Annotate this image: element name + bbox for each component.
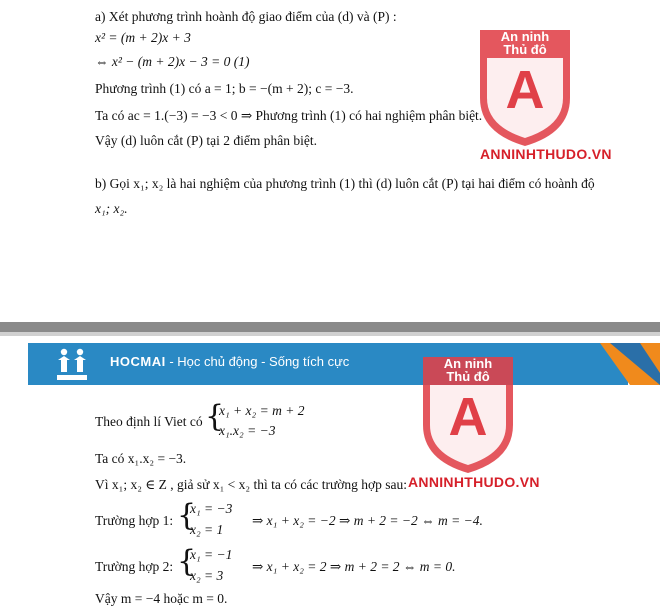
case-1-x1: x₁ = −3 xyxy=(190,501,233,516)
coefficients-line: Phương trình (1) có a = 1; b = −(m + 2); c = −3. xyxy=(95,81,354,96)
watermark-url-bottom: ANNINHTHUDO.VN xyxy=(408,474,540,490)
watermark-url-top: ANNINHTHUDO.VN xyxy=(480,146,612,162)
integer-assumption: Vì x₁; x₂ ∈ Z , giả sử x₁ < x₂ thì ta có các trường hợp sau: xyxy=(95,477,408,492)
banner-slogan: - Học chủ động - Sống tích cực xyxy=(165,354,350,369)
case-1-x2: x₂ = 1 xyxy=(190,522,224,537)
watermark-title xyxy=(485,30,565,56)
page-separator xyxy=(0,322,660,332)
watermark-title-bottom: Thủ đô xyxy=(503,42,547,57)
watermark-title-bottom-2: Thủ đô xyxy=(446,369,490,384)
watermark-letter: A xyxy=(505,60,545,120)
discriminant-line: Ta có ac = 1.(−3) = −3 < 0 ⇒ Phương trình (1) có hai nghiệm phân biệt. xyxy=(95,108,483,123)
case-1-result: ⇒ x₁ + x₂ = −2 ⇒ m + 2 = −2 ⇔ m = −4. xyxy=(252,513,483,528)
case-2-x2: x₂ = 3 xyxy=(190,568,224,583)
watermark-title-top-2: An ninh xyxy=(443,356,493,371)
case-2-brace: { xyxy=(177,544,197,579)
viet-product: x₁.x₂ = −3 xyxy=(219,423,276,438)
viet-sum: x₁ + x₂ = m + 2 xyxy=(219,403,305,418)
part-b-line-1: b) Gọi x₁; x₂ là hai nghiệm của phương trình (1) thì (d) luôn cắt (P) tại hai điểm có hoành độ xyxy=(95,176,595,191)
part-b-line-2: x₁; x₂. xyxy=(95,201,128,216)
banner-brand: HOCMAI xyxy=(110,354,166,369)
hocmai-logo-icon xyxy=(55,346,89,382)
case-2-result: ⇒ x₁ + x₂ = 2 ⇒ m + 2 = 2 ⇔ m = 0. xyxy=(252,559,456,574)
equation-1: x² = (m + 2)x + 3 xyxy=(95,30,191,45)
banner-corner xyxy=(600,343,660,385)
watermark-title-top: An ninh xyxy=(500,29,550,44)
watermark-title-2 xyxy=(428,357,508,383)
product-line: Ta có x₁.x₂ = −3. xyxy=(95,451,187,466)
case-2-label: Trường hợp 2: xyxy=(95,559,174,574)
viet-brace: { xyxy=(205,399,225,434)
final-conclusion: Vậy m = −4 hoặc m = 0. xyxy=(95,591,228,606)
case-2-x1: x₁ = −1 xyxy=(190,547,233,562)
part-a-conclusion: Vậy (d) luôn cắt (P) tại 2 điểm phân biệt. xyxy=(95,133,317,148)
case-1-label: Trường hợp 1: xyxy=(95,513,174,528)
viet-intro: Theo định lí Viet có xyxy=(95,414,203,429)
case-1-brace: { xyxy=(177,498,197,533)
watermark-letter-2: A xyxy=(448,387,488,447)
equation-2: ⇔ x² − (m + 2)x − 3 = 0 (1) xyxy=(95,54,250,69)
banner-text xyxy=(110,354,349,369)
part-a-heading: a) Xét phương trình hoành độ giao điểm của (d) và (P) : xyxy=(95,9,397,24)
